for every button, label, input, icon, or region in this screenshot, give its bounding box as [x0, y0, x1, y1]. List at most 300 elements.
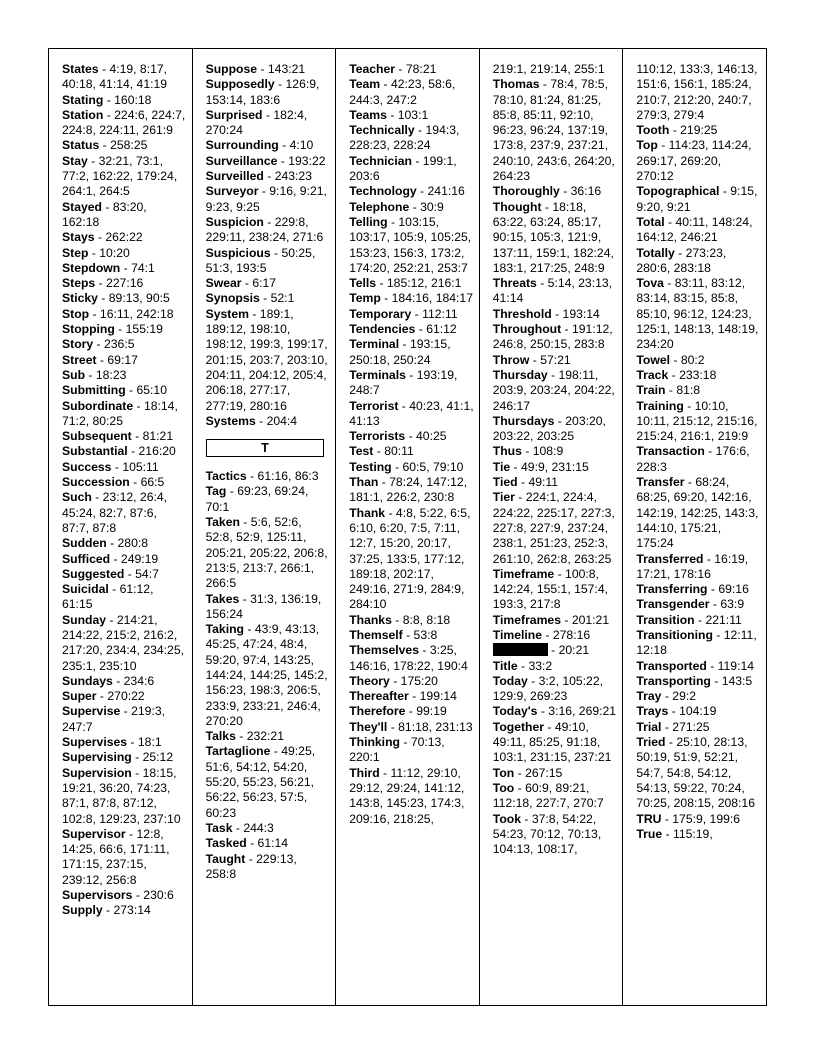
index-entry: Tova - 83:11, 83:12, 83:14, 83:15, 85:8, 85:10, 96:12, 124:23, 125:1, 148:13, 148:19, 234:20: [636, 276, 759, 352]
index-column-4: [480, 49, 624, 1005]
index-entry: Success - 105:11: [62, 459, 159, 474]
index-entry: Transfer - 68:24, 68:25, 69:20, 142:16, 142:19, 142:25, 143:3, 144:10, 175:21, 175:24: [636, 475, 759, 551]
index-entry: Suggested - 54:7: [62, 566, 159, 581]
page-line-refs: 49:11: [528, 475, 559, 490]
index-entry: Total - 40:11, 148:24, 164:12, 246:21: [636, 214, 753, 245]
page-line-refs: 194:3, 228:23, 228:24: [349, 123, 460, 153]
index-term: Technician: [349, 153, 412, 168]
index-term: Took: [492, 811, 521, 826]
page-line-refs: 32:21, 73:1, 77:2, 162:22, 179:24, 264:1, 264:5: [62, 153, 178, 199]
index-entry: Supervisors - 230:6: [62, 888, 174, 903]
index-entry: Synopsis - 52:1: [205, 291, 295, 306]
page-line-refs: 112:11: [422, 306, 458, 321]
page-line-refs: 25:10, 28:13, 50:19, 51:9, 52:21, 54:7, 54:8, 54:12, 54:13, 59:22, 70:24, 70:25, 208:15, 208:16: [636, 735, 755, 811]
index-term: Systems: [205, 413, 256, 428]
page-line-refs: 199:14: [419, 689, 457, 704]
index-term: Transferring: [636, 582, 708, 597]
index-entry: Tells - 185:12, 216:1: [349, 276, 462, 291]
index-term: States: [62, 62, 99, 76]
index-entry: Task - 244:3: [205, 820, 274, 835]
index-term: Supervising: [62, 750, 132, 765]
index-entry: Train - 81:8: [636, 383, 701, 398]
index-term: Thinking: [349, 735, 400, 750]
page-line-refs: 99:19: [416, 704, 447, 719]
page-line-refs: 68:24, 68:25, 69:20, 142:16, 142:19, 142:25, 143:3, 144:10, 175:21, 175:24: [636, 475, 759, 551]
page-line-refs: 224:1, 224:4, 224:22, 225:17, 227:3, 227:8, 227:9, 237:24, 238:1, 251:23, 252:3, 261:10, 262:8, 263:25: [492, 490, 615, 566]
index-term: Telling: [349, 214, 388, 229]
index-term: Too: [492, 780, 515, 795]
index-entry: Thoroughly - 36:16: [492, 184, 602, 199]
index-term: Surprised: [205, 107, 263, 122]
page-line-refs: 198:11, 203:9, 203:24, 204:22, 246:17: [492, 367, 615, 413]
page-line-refs: 4:19, 8:17, 40:18, 41:14, 41:19: [62, 62, 168, 92]
index-entry: Themself - 53:8: [349, 627, 438, 642]
index-entry: Submitting - 65:10: [62, 383, 167, 398]
page-line-refs: 69:17: [107, 352, 138, 367]
page-line-refs: 203:20, 203:22, 203:25: [492, 413, 606, 444]
index-entry: Tag - 69:23, 69:24, 70:1: [205, 484, 309, 514]
index-entry: Technically - 194:3, 228:23, 228:24: [349, 123, 460, 153]
index-term: Thought: [492, 199, 542, 214]
page-line-refs: 110:12, 133:3, 146:13, 151:6, 156:1, 185:24, 210:7, 212:20, 240:7, 279:3, 279:4: [636, 62, 758, 122]
index-term: Subordinate: [62, 398, 134, 413]
index-entry: Status - 258:25: [62, 138, 148, 153]
index-entry: Temp - 184:16, 184:17: [349, 291, 473, 306]
page-line-refs: 70:13, 220:1: [349, 735, 445, 765]
index-term: Today's: [492, 704, 538, 719]
page-line-refs: 61:12: [426, 322, 457, 337]
index-term: Throughout: [492, 322, 562, 337]
page-line-refs: 3:25, 146:16, 178:22, 190:4: [349, 643, 468, 673]
page-line-refs: 18:14, 71:2, 80:25: [62, 398, 178, 428]
index-entry: Takes - 31:3, 136:19, 156:24: [205, 591, 322, 621]
page-line-refs: 61:12, 61:15: [62, 582, 154, 612]
index-entry: Top - 114:23, 114:24, 269:17, 269:20, 270:12: [636, 138, 752, 184]
page-line-refs: 104:19: [679, 704, 717, 719]
index-entry: Surveillance - 193:22: [205, 153, 326, 168]
index-term: Third: [349, 765, 380, 780]
index-entry: Stepdown - 74:1: [62, 260, 155, 275]
page-line-refs: 3:16, 269:21: [548, 704, 617, 719]
index-entry: Taking - 43:9, 43:13, 45:25, 47:24, 48:4, 59:20, 97:4, 143:25, 144:24, 144:25, 145:2, 156:23, 198:3, 206:5, 233:9, 233:21, 246:4, 270:20: [205, 622, 328, 728]
index-term: Terminal: [349, 337, 400, 352]
index-term: Stating: [62, 92, 104, 107]
page-line-refs: 89:13, 90:5: [108, 291, 170, 306]
page-line-refs: 80:2: [680, 352, 705, 367]
index-entry: Teams - 103:1: [349, 107, 429, 122]
index-term: Surveilled: [205, 169, 264, 184]
index-entry: Story - 236:5: [62, 337, 135, 352]
page-line-refs: 271:25: [672, 719, 710, 734]
index-entry: Supposedly - 126:9, 153:14, 183:6: [205, 77, 320, 107]
letter-heading: T: [206, 439, 325, 457]
index-term: Thanks: [349, 612, 392, 627]
index-term: Tartaglione: [205, 744, 271, 759]
index-term: Terrorists: [349, 429, 406, 444]
index-entry: Transitioning - 12:11, 12:18: [636, 627, 757, 658]
page-line-refs: 214:21, 214:22, 215:2, 216:2, 217:20, 234:4, 234:25, 235:1, 235:10: [62, 612, 184, 673]
index-entry: Tartaglione - 49:25, 51:6, 54:12, 54:20, 55:20, 55:23, 56:21, 56:22, 56:23, 57:5, 60:23: [205, 744, 316, 820]
index-entry: System - 189:1, 189:12, 198:10, 198:12, 199:3, 199:17, 201:15, 203:7, 203:10, 204:11, 204:12, 205:4, 206:18, 277:17, 277:19, 280:16: [205, 306, 328, 413]
index-entry: Therefore - 99:19: [349, 704, 447, 719]
page-line-refs: 236:5: [104, 337, 135, 352]
index-term: Topographical: [636, 184, 720, 199]
page-line-refs: 18:18, 63:22, 63:24, 85:17, 90:15, 105:3, 121:9, 137:11, 159:1, 182:24, 183:1, 217:25, 248:9: [492, 199, 614, 275]
index-term: Swear: [205, 276, 242, 291]
index-entry: Thursdays - 203:20, 203:22, 203:25: [492, 413, 606, 444]
index-entry: Throughout - 191:12, 246:8, 250:15, 283:8: [492, 322, 613, 352]
index-term: TRU: [636, 811, 662, 826]
page-line-refs: 216:20: [138, 444, 176, 459]
index-entry: Suppose - 143:21: [205, 62, 306, 76]
index-entry: Supervision - 18:15, 19:21, 36:20, 74:23, 87:1, 87:8, 87:12, 102:8, 129:23, 237:10: [62, 765, 181, 826]
index-entry: Timeframes - 201:21: [492, 612, 610, 627]
index-term: Team: [349, 77, 381, 92]
index-entry: Testing - 60:5, 79:10: [349, 459, 464, 474]
index-term: Success: [62, 459, 112, 474]
index-entry: - 20:21: [493, 643, 618, 658]
page-line-refs: 40:11, 148:24, 164:12, 246:21: [636, 214, 753, 245]
index-entry: Title - 33:2: [492, 658, 553, 673]
index-entry: Sunday - 214:21, 214:22, 215:2, 216:2, 217:20, 234:4, 234:25, 235:1, 235:10: [62, 612, 184, 673]
index-term: Tactics: [205, 469, 247, 484]
index-term: Suspicious: [205, 245, 271, 260]
index-term: Threats: [492, 276, 537, 291]
index-entry: Surveilled - 243:23: [205, 169, 312, 184]
index-entry: Supervising - 25:12: [62, 750, 174, 765]
index-entry: Talks - 232:21: [205, 729, 284, 744]
index-term: Supervise: [62, 704, 121, 719]
index-term: Terminals: [349, 367, 406, 382]
index-term: Today: [492, 673, 528, 688]
index-entry: Sudden - 280:8: [62, 536, 149, 551]
index-term: Thursday: [492, 367, 548, 382]
page-line-refs: 65:10: [136, 383, 167, 398]
index-term: Tray: [636, 689, 662, 704]
index-entry: Themselves - 3:25, 146:16, 178:22, 190:4: [349, 643, 468, 673]
index-term: Threshold: [492, 306, 552, 321]
index-term: Temp: [349, 291, 381, 306]
index-term: Tooth: [636, 123, 670, 138]
page-line-refs: 219:1, 219:14, 255:1: [492, 62, 605, 76]
index-entry: TRU - 175:9, 199:6: [636, 811, 741, 826]
index-term: Transfer: [636, 475, 685, 490]
index-term: Surrounding: [205, 138, 279, 153]
index-entry: Thus - 108:9: [492, 444, 564, 459]
index-term: Transaction: [636, 444, 705, 459]
page-line-refs: 219:25: [680, 123, 718, 138]
page-line-refs: 280:8: [117, 536, 149, 551]
index-term: Total: [636, 214, 665, 229]
index-term: Thursdays: [492, 413, 555, 428]
page-line-refs: 78:24, 147:12, 181:1, 226:2, 230:8: [349, 475, 468, 505]
page-line-refs: 262:22: [105, 230, 143, 245]
page-line-refs: 12:8, 14:25, 66:6, 171:11, 171:15, 237:15, 239:12, 256:8: [62, 826, 170, 887]
index-term: Suggested: [62, 566, 125, 581]
page-line-refs: 182:4, 270:24: [205, 107, 308, 138]
index-term: Transported: [636, 658, 707, 673]
index-term: Transferred: [636, 551, 704, 566]
index-term: Tasked: [205, 836, 247, 851]
index-term: Top: [636, 138, 658, 153]
index-term: Transitioning: [636, 627, 713, 642]
index-entry: Stop - 16:11, 242:18: [62, 306, 174, 321]
index-entry: Taken - 5:6, 52:6, 52:8, 52:9, 125:11, 205:21, 205:22, 206:8, 213:5, 213:7, 266:1, 266:5: [205, 515, 328, 591]
page-line-refs: 29:2: [672, 689, 697, 704]
index-term: Transgender: [636, 597, 710, 612]
index-term: Together: [492, 719, 545, 734]
index-entry: They'll - 81:18, 231:13: [349, 719, 473, 734]
index-entry: Station - 224:6, 224:7, 224:8, 224:11, 261:9: [62, 107, 186, 138]
index-term: Towel: [636, 352, 671, 367]
index-entry: Subsequent - 81:21: [62, 429, 174, 444]
page-line-refs: 249:19: [120, 551, 159, 566]
index-entry: Tied - 49:11: [492, 475, 559, 490]
index-term: Taken: [205, 515, 240, 530]
index-entry: Transporting - 143:5: [636, 673, 753, 688]
page-line-refs: 241:16: [427, 184, 465, 199]
page-line-refs: 81:21: [142, 429, 174, 444]
page-line-refs: 11:12, 29:10, 29:12, 29:24, 141:12, 143:8, 145:23, 174:3, 209:16, 218:25,: [349, 765, 465, 826]
index-term: Takes: [205, 591, 240, 606]
page-line-refs: 49:10, 49:11, 85:25, 91:18, 103:1, 231:15, 237:21: [492, 719, 612, 765]
page-line-refs: 4:8, 5:22, 6:5, 6:10, 6:20, 7:5, 7:11, 12:7, 15:20, 20:17, 37:25, 133:5, 177:12, 189:18, 202:17, 249:16, 271:9, 284:9, 284:10: [349, 505, 471, 612]
page-line-refs: 244:3: [243, 820, 274, 835]
index-term: Temporary: [349, 306, 412, 321]
index-entry: Transferred - 16:19, 17:21, 178:16: [636, 551, 749, 581]
index-term: Sudden: [62, 536, 107, 551]
index-term: Tag: [205, 484, 227, 499]
page-line-refs: 60:5, 79:10: [402, 459, 464, 474]
page-line-refs: 36:16: [570, 184, 602, 199]
page-line-refs: 16:19, 17:21, 178:16: [636, 551, 749, 581]
index-entry: Technician - 199:1, 203:6: [349, 153, 457, 184]
index-entry: [636, 62, 761, 123]
index-entry: Too - 60:9, 89:21, 112:18, 227:7, 270:7: [492, 780, 604, 811]
page-line-refs: 37:8, 54:22, 54:23, 70:12, 70:13, 104:13, 108:17,: [492, 811, 602, 857]
page-line-refs: 193:22: [288, 153, 326, 168]
index-column-5: [623, 49, 766, 1005]
index-term: Terrorist: [349, 398, 399, 413]
page-line-refs: 193:19, 248:7: [349, 367, 458, 398]
index-entry: Throw - 57:21: [492, 352, 571, 367]
page-line-refs: 10:10, 10:11, 215:12, 215:16, 215:24, 216:1, 219:9: [636, 398, 758, 444]
index-term: Tie: [492, 459, 511, 474]
page-line-refs: 267:15: [525, 765, 563, 780]
index-entry: Taught - 229:13, 258:8: [205, 851, 297, 881]
index-term: Trial: [636, 719, 662, 734]
index-term: Teams: [349, 107, 387, 122]
page-line-refs: 8:8, 8:18: [402, 612, 451, 627]
index-term: Supervisor: [62, 826, 126, 841]
index-term: Suspicion: [205, 214, 264, 229]
index-entry: Step - 10:20: [62, 245, 130, 260]
page-line-refs: 80:11: [384, 444, 414, 459]
index-term: Task: [205, 820, 233, 835]
page-line-refs: 189:1, 189:12, 198:10, 198:12, 199:3, 199:17, 201:15, 203:7, 203:10, 204:11, 204:12, 205:4, 206:18, 277:17, 277:19, 280:16: [205, 306, 328, 413]
page-line-refs: 114:23, 114:24, 269:17, 269:20, 270:12: [636, 138, 752, 184]
page-line-refs: 229:8, 229:11, 238:24, 271:6: [205, 214, 324, 245]
index-term: Status: [62, 138, 100, 153]
index-term: Than: [349, 475, 379, 490]
page-line-refs: 83:11, 83:12, 83:14, 83:15, 85:8, 85:10, 96:12, 124:23, 125:1, 148:13, 148:19, 234:20: [636, 276, 759, 352]
index-entry: Totally - 273:23, 280:6, 283:18: [636, 245, 727, 275]
index-term: Substantial: [62, 444, 128, 459]
index-entry: Tooth - 219:25: [636, 123, 718, 138]
page-line-refs: 126:9, 153:14, 183:6: [205, 77, 320, 107]
page-line-refs: 18:23: [95, 367, 127, 382]
index-term: Stayed: [62, 199, 102, 214]
page-line-refs: 273:23, 280:6, 283:18: [636, 245, 727, 275]
index-term: Trays: [636, 704, 669, 719]
index-term: Taking: [205, 622, 244, 637]
page-line-refs: 40:25: [416, 429, 447, 444]
index-entry: Telephone - 30:9: [349, 199, 444, 214]
page-line-refs: 193:14: [562, 306, 600, 321]
page-line-refs: 54:7: [135, 566, 159, 581]
index-entry: Sundays - 234:6: [62, 673, 155, 688]
index-entry: Stay - 32:21, 73:1, 77:2, 162:22, 179:24, 264:1, 264:5: [62, 153, 178, 199]
index-term: Thomas: [492, 77, 540, 92]
index-entry: Street - 69:17: [62, 352, 138, 367]
index-entry: Temporary - 112:11: [349, 306, 458, 321]
page-line-refs: 193:15, 250:18, 250:24: [349, 337, 451, 367]
index-entry: Transition - 221:11: [636, 612, 742, 627]
index-entry: Surrounding - 4:10: [205, 138, 314, 153]
page-line-refs: 115:19,: [672, 826, 713, 841]
index-term: Sub: [62, 367, 86, 382]
index-term: Theory: [349, 673, 390, 688]
index-entry: Trial - 271:25: [636, 719, 710, 734]
index-entry: Stopping - 155:19: [62, 322, 163, 337]
page-line-refs: 233:18: [679, 367, 717, 382]
page-line-refs: 199:1, 203:6: [349, 153, 457, 184]
page-line-refs: 78:4, 78:5, 78:10, 81:24, 81:25, 85:8, 85:11, 92:10, 96:23, 96:24, 137:19, 173:8, 237:9, 237:21, 240:10, 243:6, 264:20, 264:23: [492, 77, 615, 184]
page-line-refs: 105:11: [122, 459, 159, 474]
page-line-refs: 108:9: [532, 444, 564, 459]
index-entry: Supervise - 219:3, 247:7: [62, 704, 165, 734]
index-entry: Such - 23:12, 26:4, 45:24, 82:7, 87:6, 87:7, 87:8: [62, 490, 168, 535]
index-term: Supposedly: [205, 77, 275, 92]
index-entry: Telling - 103:15, 103:17, 105:9, 105:25, 153:23, 156:3, 173:2, 174:20, 252:21, 253:7: [349, 214, 472, 275]
index-term: Street: [62, 352, 97, 367]
index-term: True: [636, 826, 663, 841]
index-entry: Thought - 18:18, 63:22, 63:24, 85:17, 90:15, 105:3, 121:9, 137:11, 159:1, 182:24, 183:1, 217:25, 248:9: [492, 199, 614, 275]
page-line-refs: 100:8, 142:24, 155:1, 157:4, 193:3, 217:8: [492, 566, 608, 612]
index-term: Thus: [492, 444, 522, 459]
page-line-refs: 278:16: [552, 627, 591, 642]
index-entry: Tasked - 61:14: [205, 836, 289, 851]
index-term: Taught: [205, 851, 246, 866]
index-term: Synopsis: [205, 291, 260, 306]
index-entry: Track - 233:18: [636, 367, 717, 382]
index-term: Sunday: [62, 612, 107, 627]
index-entry: Teacher - 78:21: [349, 62, 437, 76]
index-term: Themself: [349, 627, 403, 642]
index-entry: Super - 270:22: [62, 689, 145, 704]
index-entry: Subordinate - 18:14, 71:2, 80:25: [62, 398, 178, 428]
index-term: Technically: [349, 123, 415, 138]
page-line-refs: 232:21: [246, 729, 284, 744]
page-line-refs: 23:12, 26:4, 45:24, 82:7, 87:6, 87:7, 87:8: [62, 490, 168, 535]
page-line-refs: 52:1: [270, 291, 295, 306]
index-entry: True - 115:19,: [636, 826, 713, 841]
index-term: Technology: [349, 184, 417, 199]
page-line-refs: 191:12, 246:8, 250:15, 283:8: [492, 322, 613, 352]
index-entry: Tendencies - 61:12: [349, 322, 457, 337]
index-term: Testing: [349, 459, 392, 474]
index-term: Track: [636, 367, 669, 382]
index-term: Tier: [492, 490, 515, 505]
index-entry: Stayed - 83:20, 162:18: [62, 199, 147, 229]
index-term: Timeframes: [492, 612, 561, 627]
index-term: Suicidal: [62, 582, 109, 597]
index-entry: Ton - 267:15: [492, 765, 563, 780]
index-entry: Supply - 273:14: [62, 903, 151, 918]
index-entry: Transgender - 63:9: [636, 597, 745, 612]
page-line-refs: 5:6, 52:6, 52:8, 52:9, 125:11, 205:21, 205:22, 206:8, 213:5, 213:7, 266:1, 266:5: [205, 515, 328, 591]
index-entry: Swear - 6:17: [205, 276, 277, 291]
index-term: Sundays: [62, 673, 113, 688]
index-entry: Stays - 262:22: [62, 230, 143, 245]
page-line-refs: 50:25, 51:3, 193:5: [205, 245, 316, 275]
page-line-refs: 119:14: [717, 658, 755, 673]
index-column-3: [336, 49, 480, 1005]
index-entry: Today - 3:2, 105:22, 129:9, 269:23: [492, 673, 604, 704]
index-entry: Thanks - 8:8, 8:18: [349, 612, 451, 627]
page-line-refs: 4:10: [289, 138, 314, 153]
index-term: Succession: [62, 475, 130, 490]
index-entry: States - 4:19, 8:17, 40:18, 41:14, 41:19: [62, 62, 168, 92]
index-term: Thank: [349, 505, 386, 520]
page-line-refs: 69:16: [718, 582, 749, 597]
index-term: Therefore: [349, 704, 406, 719]
index-column-1: [49, 49, 193, 1005]
index-entry: Terminal - 193:15, 250:18, 250:24: [349, 337, 451, 367]
page-line-refs: 42:23, 58:6, 244:3, 247:2: [349, 77, 456, 107]
page-line-refs: 234:6: [123, 673, 155, 688]
index-term: Step: [62, 245, 89, 260]
index-term: Timeline: [492, 627, 543, 642]
page-line-refs: 270:22: [107, 689, 145, 704]
page-line-refs: 160:18: [114, 92, 152, 107]
index-term: Tova: [636, 276, 664, 291]
index-entry: Tray - 29:2: [636, 689, 697, 704]
page-line-refs: 53:8: [413, 627, 438, 642]
page-line-refs: 18:1: [137, 735, 162, 750]
page-line-refs: 230:6: [143, 888, 174, 903]
page-line-refs: 6:17: [252, 276, 277, 291]
index-entry: Stating - 160:18: [62, 92, 152, 107]
index-entry: Today's - 3:16, 269:21: [492, 704, 617, 719]
index-entry: Timeline - 278:16: [492, 627, 591, 642]
page-line-refs: 49:9, 231:15: [521, 459, 589, 474]
page-line-refs: 103:15, 103:17, 105:9, 105:25, 153:23, 156:3, 173:2, 174:20, 252:21, 253:7: [349, 214, 472, 275]
index-term: Sticky: [62, 291, 98, 306]
page-line-refs: 69:23, 69:24, 70:1: [205, 484, 309, 514]
index-term: Super: [62, 689, 97, 704]
index-entry: Steps - 227:16: [62, 276, 144, 291]
index-term: Stopping: [62, 322, 115, 337]
index-term: Such: [62, 490, 92, 505]
index-term: Teacher: [349, 62, 396, 76]
page-line-refs: 224:6, 224:7, 224:8, 224:11, 261:9: [62, 107, 186, 138]
page-line-refs: 258:25: [110, 138, 148, 153]
page-line-refs: 43:9, 43:13, 45:25, 47:24, 48:4, 59:20, 97:4, 143:25, 144:24, 144:25, 145:2, 156:23, 198:3, 206:5, 233:9, 233:21, 246:4, 270:20: [205, 622, 328, 728]
index-term: Totally: [636, 245, 675, 260]
page-line-refs: 63:9: [720, 597, 745, 612]
index-column-2: [193, 49, 337, 1005]
